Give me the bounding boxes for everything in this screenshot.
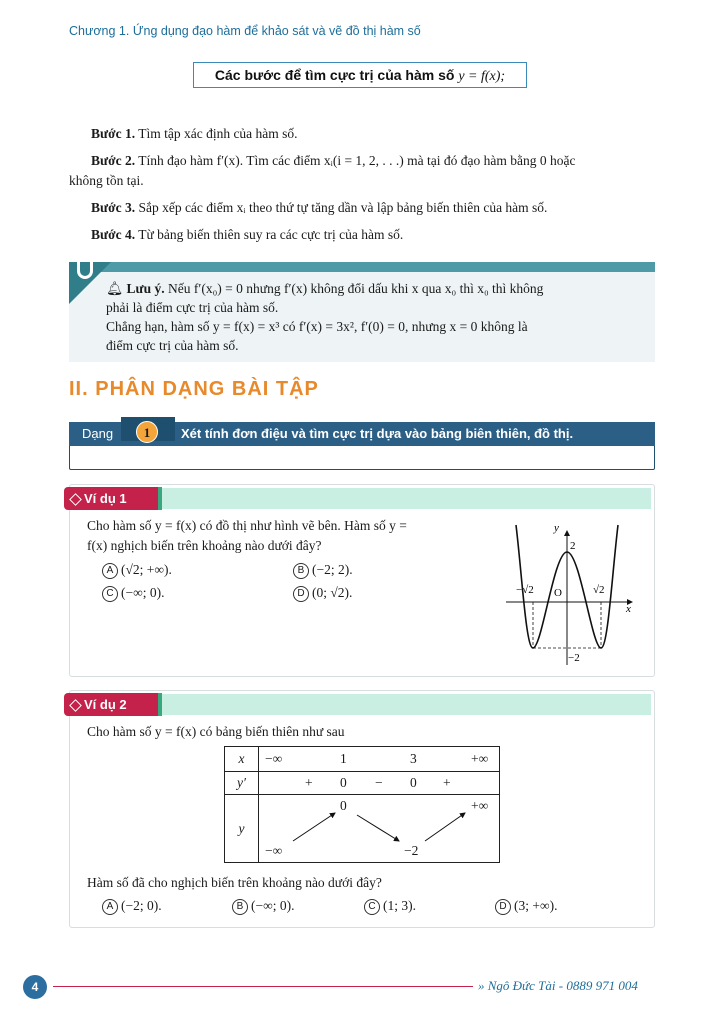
- box-title-text: Các bước để tìm cực trị của hàm số: [214, 67, 459, 83]
- note-line-3: Chẳng hạn, hàm số y = f(x) = x³ có f′(x) = 3x², f′(0) = 0, nhưng x = 0 không là: [106, 319, 528, 334]
- note-line-1: Nếu f′(x₀) = 0 nhưng f′(x) không đổi dấu khi x qua x₀ thì x₀ thì không: [168, 281, 544, 296]
- footer-line: [53, 986, 473, 987]
- chapter-header: Chương 1. Ứng dụng đạo hàm để khảo sát và vẽ đồ thị hàm số: [69, 24, 421, 38]
- diamond-icon: [69, 699, 82, 712]
- yp-sign: +: [305, 775, 313, 790]
- dang-title: Xét tính đơn điệu và tìm cực trị dựa vào bảng biên thiên, đồ thị.: [181, 426, 574, 441]
- example-2-label: Ví dụ 2: [84, 697, 127, 712]
- x-value: +∞: [471, 751, 489, 766]
- y-top-value: 0: [340, 798, 347, 813]
- example-2-bar: [160, 694, 651, 715]
- note-line-4: điểm cực trị của hàm số.: [106, 338, 239, 353]
- example-1-question: [87, 516, 497, 556]
- x-label: x: [626, 603, 631, 615]
- option-text: (1; 3).: [383, 898, 416, 913]
- example-1-tag: [64, 487, 162, 510]
- step-text-cont: không tồn tại.: [69, 173, 144, 188]
- yp-zero: 0: [340, 775, 347, 790]
- x-value: 1: [340, 751, 347, 766]
- box-title-formula: y = f(x);: [458, 69, 506, 84]
- step-3: [69, 198, 677, 218]
- question-line-1: Cho hàm số y = f(x) có đồ thị như hình vẽ bên. Hàm số y =: [87, 518, 407, 533]
- option-text: (3; +∞).: [514, 898, 558, 913]
- paperclip-icon: [77, 253, 93, 279]
- steps-box-title: [193, 62, 527, 88]
- label-origin: O: [554, 587, 562, 599]
- example-1-tag-end: [158, 487, 162, 510]
- example-1-option-d[interactable]: [293, 583, 352, 603]
- option-letter: A: [102, 899, 118, 915]
- example-2-option-d[interactable]: [495, 896, 557, 916]
- step-text: Tìm tập xác định của hàm số.: [138, 126, 298, 141]
- option-text: (√2; +∞).: [121, 562, 172, 577]
- option-letter: C: [364, 899, 380, 915]
- variation-arrows: [259, 795, 499, 863]
- label-two: 2: [570, 540, 576, 552]
- option-letter: C: [102, 586, 118, 602]
- example-1-option-a[interactable]: [102, 560, 172, 580]
- x-value: −∞: [265, 751, 283, 766]
- option-text: (−2; 2).: [312, 562, 353, 577]
- function-graph: [500, 515, 650, 667]
- example-1-option-c[interactable]: [102, 583, 164, 603]
- diamond-icon: [69, 493, 82, 506]
- option-letter: D: [495, 899, 511, 915]
- example-2-option-b[interactable]: [232, 896, 294, 916]
- table-y-row: [259, 795, 500, 863]
- example-2-question: Hàm số đã cho nghịch biến trên khoảng nào dưới đây?: [87, 875, 382, 890]
- example-2-tag-end: [158, 693, 162, 716]
- table-yp-label: y′: [225, 772, 259, 795]
- table-x-label: x: [225, 747, 259, 772]
- step-4: [69, 225, 677, 245]
- note-label: Lưu ý.: [126, 281, 165, 296]
- table-x-row: [259, 747, 500, 772]
- step-2: [69, 151, 655, 191]
- step-text: Từ bảng biến thiên suy ra các cực trị của hàm số.: [138, 227, 404, 242]
- option-text: (−∞; 0).: [251, 898, 295, 913]
- section-title: II. PHÂN DẠNG BÀI TẬP: [69, 378, 319, 400]
- x-value: 3: [410, 751, 417, 766]
- example-1-option-b[interactable]: [293, 560, 353, 580]
- example-2-tag: [64, 693, 162, 716]
- option-text: (−2; 0).: [121, 898, 162, 913]
- option-letter: D: [293, 586, 309, 602]
- note-text: [106, 279, 648, 355]
- example-1-bar: [160, 488, 651, 509]
- footer-author: » Ngô Đức Tài - 0889 971 004: [478, 978, 638, 993]
- label-neg-sqrt2: −√2: [516, 584, 534, 596]
- table-y-label: y: [225, 795, 259, 863]
- y-label: y: [554, 522, 559, 534]
- option-letter: B: [232, 899, 248, 915]
- example-2-option-a[interactable]: [102, 896, 162, 916]
- yp-sign: +: [443, 775, 451, 790]
- arrow-up: [293, 813, 335, 841]
- note-line-2: phải là điểm cực trị của hàm số.: [106, 300, 279, 315]
- option-text: (0; √2).: [312, 585, 353, 600]
- table-yp-row: [259, 772, 500, 795]
- arrow-down: [357, 815, 399, 841]
- step-label: Bước 3.: [91, 200, 136, 215]
- option-letter: B: [293, 563, 309, 579]
- yp-sign: −: [375, 775, 383, 790]
- example-2-option-c[interactable]: [364, 896, 416, 916]
- note-top-bar: [69, 262, 655, 272]
- step-label: Bước 2.: [91, 153, 136, 168]
- step-text: Tính đạo hàm f′(x). Tìm các điểm xᵢ(i = 1, 2, . . .) mà tại đó đạo hàm bằng 0 hoặc: [138, 153, 576, 168]
- y-bottom-value: −2: [404, 843, 419, 858]
- dang-label: Dạng: [82, 426, 114, 441]
- example-2-intro: Cho hàm số y = f(x) có bảng biến thiên như sau: [87, 724, 345, 739]
- label-sqrt2: √2: [593, 584, 605, 596]
- example-1-label: Ví dụ 1: [84, 491, 127, 506]
- option-letter: A: [102, 563, 118, 579]
- step-label: Bước 1.: [91, 126, 136, 141]
- step-text: Sắp xếp các điểm xᵢ theo thứ tự tăng dần và lập bảng biến thiên của hàm số.: [138, 200, 548, 215]
- y-bottom-value: −∞: [265, 843, 283, 858]
- yp-zero: 0: [410, 775, 417, 790]
- page-number: 4: [23, 975, 47, 999]
- step-1: [69, 124, 677, 144]
- bell-icon: 🔔︎: [106, 281, 124, 296]
- dang-number: 1: [136, 421, 158, 443]
- step-label: Bước 4.: [91, 227, 136, 242]
- question-line-2: f(x) nghịch biến trên khoảng nào dưới đây?: [87, 538, 322, 553]
- y-top-value: +∞: [471, 798, 489, 813]
- label-neg-two: −2: [568, 652, 580, 664]
- variation-table: [224, 746, 500, 863]
- option-text: (−∞; 0).: [121, 585, 165, 600]
- arrow-up: [425, 813, 465, 841]
